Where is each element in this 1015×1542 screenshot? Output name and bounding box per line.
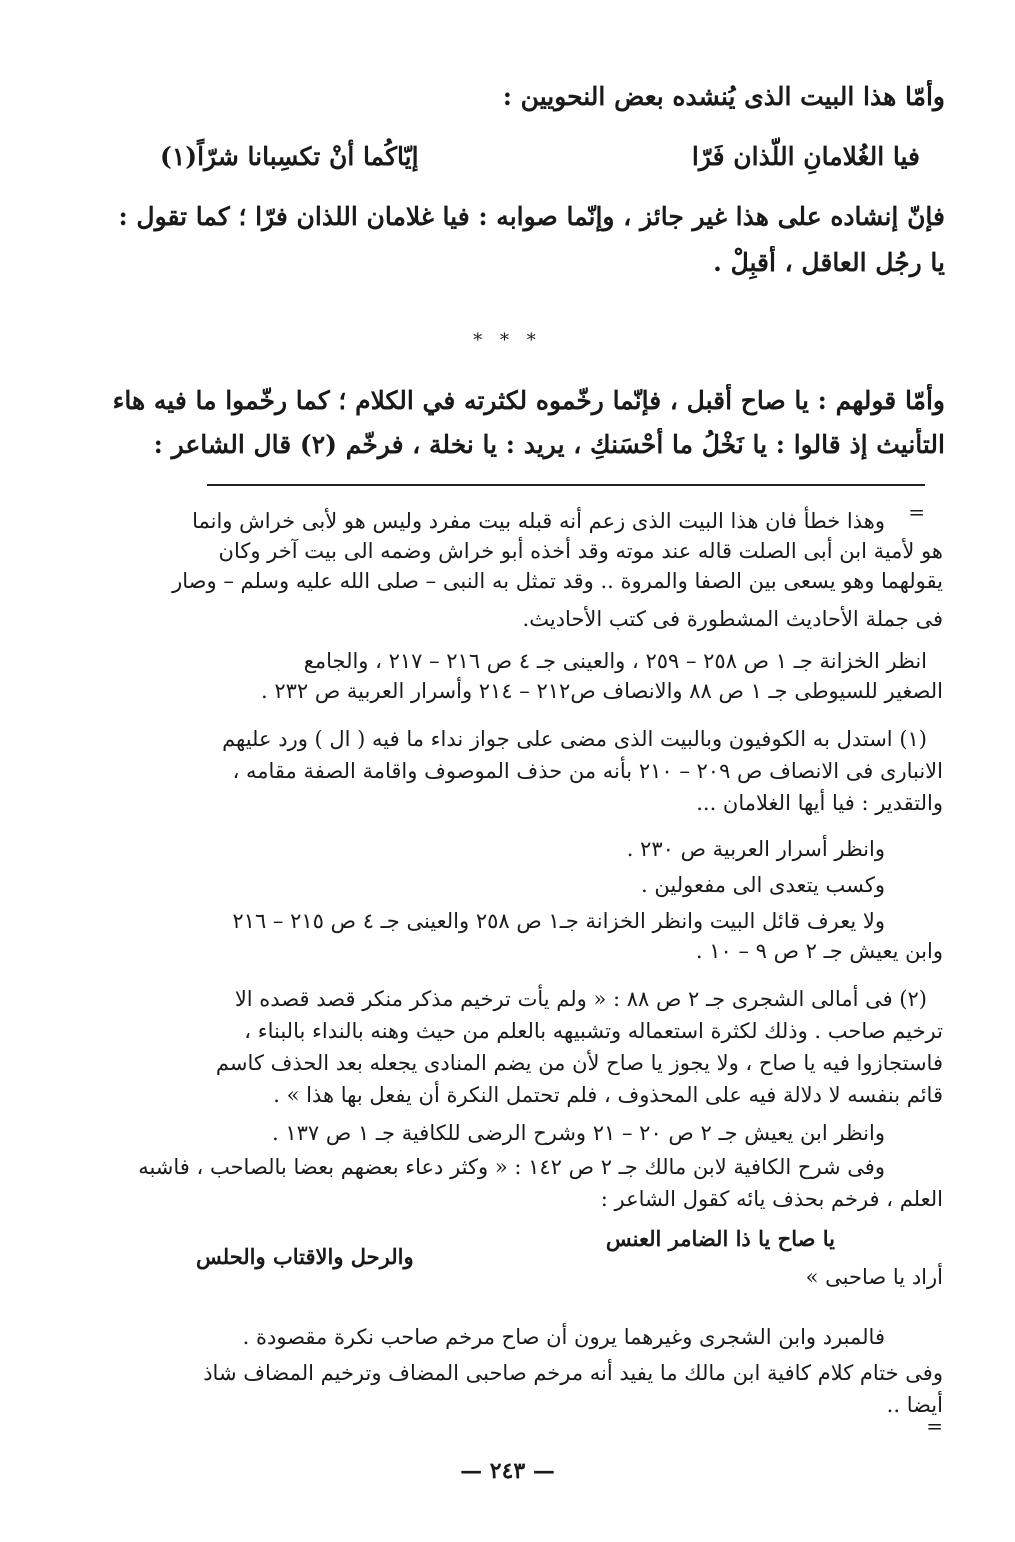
footnote-line: الانبارى فى الانصاف ص ٢٠٩ – ٢١٠ بأنه من حذف الموصوف واقامة الصفة مقامه ، [232,759,943,783]
verse-1-first-hemistich: فيا الغُلامانِ اللّذان فَرّا [691,142,920,171]
footnote-line: ترخيم صاحب . وذلك لكثرة استعماله وتشبيهه بالعلم من حيث وهنه بالنداء بالبناء ، [244,1019,943,1043]
verse-2-second-hemistich: والرحل والاقتاب والحلس [196,1244,414,1269]
footnote-line: انظر الخزانة جـ ١ ص ٢٥٨ – ٢٥٩ ، والعينى جـ ٤ ص ٢١٦ – ٢١٧ ، والجامع [303,649,927,673]
footnote-line: قائم بنفسه لا دلالة فيه على المحذوف ، فلم تحتمل النكرة أن يفعل بها هذا » . [273,1083,943,1107]
footnote-line: وفى شرح الكافية لابن مالك جـ ٢ ص ١٤٢ : « وكثر دعاء بعضهم بعضا بالصاحب ، فاشبه [138,1155,885,1179]
section-separator: * * * [473,330,542,351]
footnote-line: وفى ختام كلام كافية ابن مالك ما يفيد أنه مرخم صاحبى المضاف وترخيم المضاف شاذ [203,1361,943,1385]
footnote-line: فالمبرد وابن الشجرى وغيرهما يرون أن صاح مرخم صاحب نكرة مقصودة . [242,1325,885,1349]
main-line-1: وأمّا هذا البيت الذى يُنشده بعض النحويين : [502,82,945,111]
footnote-line: وكسب يتعدى الى مفعولين . [641,873,885,897]
footnote-line: ولا يعرف قائل البيت وانظر الخزانة جـ١ ص ٢٥٨ والعينى جـ ٤ ص ٢١٥ – ٢١٦ [232,909,885,933]
footnote-line: أراد يا صاحبى » [805,1265,943,1289]
footnote-line: فاستجازوا فيه يا صاح ، ولا يجوز يا صاح لأن من يضم المنادى يجعله بعد الحذف كاسم [215,1051,943,1075]
main-line-3: فإنّ إنشاده على هذا غير جائز ، وإنّما صوابه : فيا غلامان اللذان فرّا ؛ كما تقول : [118,202,945,231]
footnote-line: الصغير للسيوطى جـ ١ ص ٨٨ والانصاف ص٢١٢ – ٢١٤ وأسرار العربية ص ٢٣٢ . [260,679,943,703]
main-line-5: وأمّا قولهم : يا صاح أقبل ، فإنّما رخّموه لكثرته في الكلام ؛ كما رخّموا ما فيه هاء [112,386,945,415]
footnote-line: (٢) فى أمالى الشجرى جـ ٢ ص ٨٨ : « ولم يأت ترخيم مذكر منكر قصد قصده الا [234,987,927,1011]
footnote-line: فى جملة الأحاديث المشطورة فى كتب الأحاديث. [522,607,943,631]
footnote-line: وابن يعيش جـ ٢ ص ٩ – ١٠ . [695,939,943,963]
footnote-line: وهذا خطأ فان هذا البيت الذى زعم أنه قبله بيت مفرد وليس هو لأبى خراش وانما [192,509,885,533]
footnote-line: وانظر ابن يعيش جـ ٢ ص ٢٠ – ٢١ وشرح الرضى للكافية جـ ١ ص ١٣٧ . [271,1121,885,1145]
verse-2-first-hemistich: يا صاح يا ذا الضامر العنس [605,1226,835,1251]
footnote-line: أيضا .. [886,1393,943,1417]
footnote-line: هو لأمية ابن أبى الصلت قاله عند موته وقد أخذه أبو خراش وضمه الى بيت آخر وكان [218,539,943,563]
continuation-mark: = [908,500,925,524]
footnote-line: العلم ، فرخم بحذف يائه كقول الشاعر : [600,1187,943,1211]
verse-1-second-hemistich: إيّاكُما أنْ تكسِبانا شرّاً(١) [160,142,419,171]
footnote-line: يقولهما وهو يسعى بين الصفا والمروة .. وقد تمثل به النبى – صلى الله عليه وسلم – وصار [172,569,943,593]
continuation-mark-bottom: = [926,1414,943,1438]
page-number: — ٢٤٣ — [460,1458,555,1484]
footnote-divider [207,484,925,486]
footnote-line: (١) استدل به الكوفيون وبالبيت الذى مضى على جواز نداء ما فيه ( ال ) ورد عليهم [222,727,927,751]
footnote-line: والتقدير : فيا أيها الغلامان ... [696,791,943,815]
main-line-6: التأنيث إذ قالوا : يا نَخْلُ ما أحْسَنكِ ، يريد : يا نخلة ، فرخّم (٢) قال الشاعر : [153,430,945,459]
footnote-line: وانظر أسرار العربية ص ٢٣٠ . [626,837,885,861]
main-line-4: يا رجُل العاقل ، أقبِلْ . [713,248,945,277]
